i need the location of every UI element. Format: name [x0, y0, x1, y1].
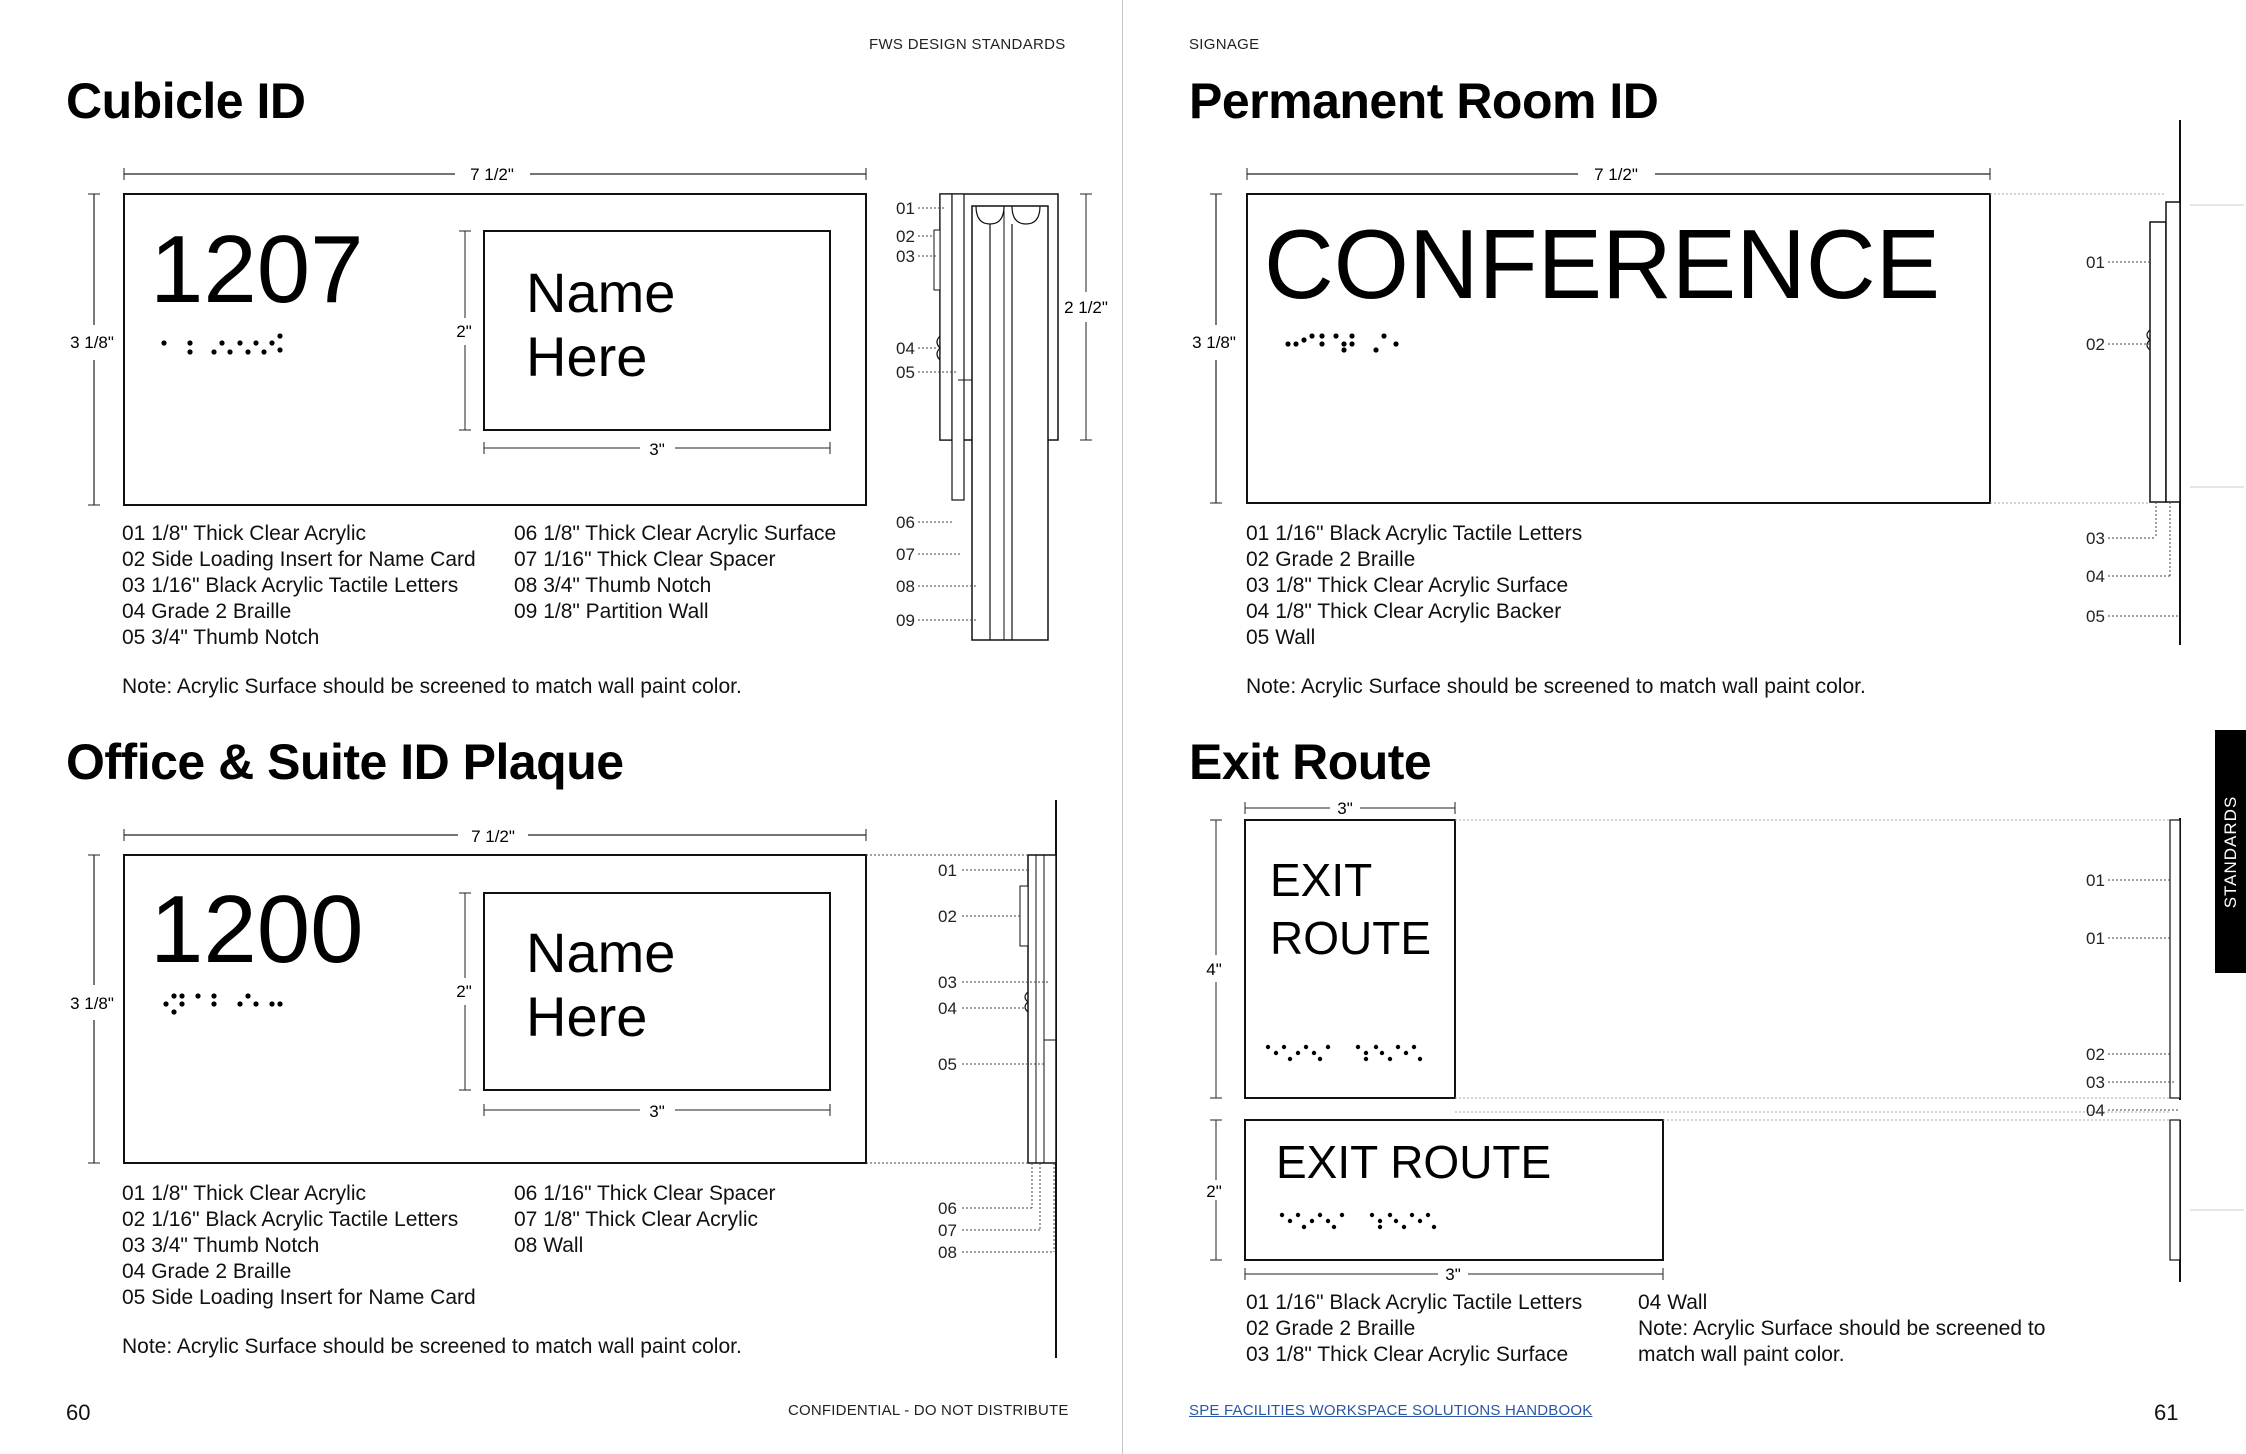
- permanent-legend: 01 1/16" Black Acrylic Tactile Letters 02 Grade 2 Braille 03 1/8" Thick Clear Acrylic Surface 04 1/8" Thick Clear Acrylic Backer 05 Wall: [1246, 522, 1583, 649]
- svg-text:3 1/8": 3 1/8": [70, 994, 114, 1013]
- svg-text:01: 01: [896, 199, 915, 218]
- svg-text:06: 06: [896, 513, 915, 532]
- page-number-right: 61: [2154, 1400, 2179, 1425]
- svg-text:05: 05: [938, 1055, 957, 1074]
- svg-text:07: 07: [896, 545, 915, 564]
- page-number-left: 60: [66, 1400, 91, 1425]
- svg-text:4": 4": [1206, 960, 1222, 979]
- cubicle-title: Cubicle ID: [66, 73, 306, 129]
- svg-text:03: 03: [896, 247, 915, 266]
- exit-drawing: [1124, 790, 2244, 1290]
- svg-text:04: 04: [938, 999, 957, 1018]
- office-legend-right: 06 1/16" Thick Clear Spacer 07 1/8" Thick Clear Acrylic 08 Wall: [514, 1182, 776, 1257]
- svg-text:01: 01: [938, 861, 957, 880]
- svg-text:02: 02: [2086, 335, 2105, 354]
- cubicle-name-line2: Here: [526, 325, 648, 388]
- svg-text:3": 3": [1337, 799, 1353, 818]
- svg-text:2 1/2": 2 1/2": [1064, 298, 1108, 317]
- svg-text:2": 2": [456, 982, 472, 1001]
- svg-text:05: 05: [2086, 607, 2105, 626]
- footer-confidential: CONFIDENTIAL - DO NOT DISTRIBUTE: [788, 1402, 1069, 1419]
- cubicle-room-number: 1207: [150, 216, 364, 323]
- svg-text:3": 3": [649, 440, 665, 459]
- svg-text:07: 07: [938, 1221, 957, 1240]
- svg-text:2": 2": [456, 322, 472, 341]
- permanent-callouts: [2086, 253, 2105, 626]
- exit-callouts: [2086, 871, 2105, 1120]
- svg-text:01: 01: [2086, 253, 2105, 272]
- svg-text:7 1/2": 7 1/2": [471, 827, 515, 846]
- svg-text:04: 04: [2086, 567, 2105, 586]
- svg-text:08: 08: [938, 1243, 957, 1262]
- header-left: FWS DESIGN STANDARDS: [869, 36, 1066, 53]
- cubicle-legend-right: 06 1/8" Thick Clear Acrylic Surface 07 1/16" Thick Clear Spacer 08 3/4" Thumb Notch 09 1/8" Partition Wall: [514, 522, 837, 623]
- cubicle-name-line1: Name: [526, 261, 676, 324]
- svg-text:01: 01: [2086, 929, 2105, 948]
- svg-text:03: 03: [2086, 529, 2105, 548]
- exit-sign1-line1: EXIT: [1270, 854, 1373, 906]
- exit-sign1-line2: ROUTE: [1270, 912, 1431, 964]
- page-divider: [1122, 0, 1123, 1454]
- svg-text:3": 3": [649, 1102, 665, 1121]
- cubicle-callouts: [896, 199, 915, 630]
- svg-text:2": 2": [1206, 1182, 1222, 1201]
- office-legend-left: 01 1/8" Thick Clear Acrylic 02 1/16" Black Acrylic Tactile Letters 03 3/4" Thumb Notch 04 Grade 2 Braille 05 Side Loading Insert for Name Card: [122, 1182, 476, 1309]
- permanent-title: Permanent Room ID: [1189, 73, 1659, 129]
- svg-text:02: 02: [938, 907, 957, 926]
- office-callouts: [938, 861, 957, 1262]
- svg-text:03: 03: [938, 973, 957, 992]
- exit-sign2-text: EXIT ROUTE: [1276, 1136, 1552, 1188]
- exit-legend-right: 04 Wall Note: Acrylic Surface should be screened to match wall paint color.: [1638, 1291, 2046, 1366]
- svg-text:04: 04: [896, 339, 915, 358]
- svg-text:01: 01: [2086, 871, 2105, 890]
- exit-legend-left: 01 1/16" Black Acrylic Tactile Letters 02 Grade 2 Braille 03 1/8" Thick Clear Acrylic Surface: [1246, 1291, 1583, 1366]
- cubicle-legend-left: 01 1/8" Thick Clear Acrylic 02 Side Loading Insert for Name Card 03 1/16" Black Acrylic Tactile Letters 04 Grade 2 Braille 05 3/4" Thumb Notch: [122, 522, 476, 649]
- standards-side-tab: STANDARDS: [2215, 730, 2246, 973]
- svg-text:3 1/8": 3 1/8": [1192, 333, 1236, 352]
- exit-title: Exit Route: [1189, 734, 1432, 790]
- office-name-line1: Name: [526, 921, 676, 984]
- office-name-line2: Here: [526, 985, 648, 1048]
- svg-text:03: 03: [2086, 1073, 2105, 1092]
- svg-text:3": 3": [1445, 1265, 1461, 1284]
- svg-text:08: 08: [896, 577, 915, 596]
- svg-text:06: 06: [938, 1199, 957, 1218]
- cubicle-note: Note: Acrylic Surface should be screened to match wall paint color.: [122, 675, 742, 698]
- svg-text:04: 04: [2086, 1101, 2105, 1120]
- header-right: SIGNAGE: [1189, 36, 1260, 53]
- office-note: Note: Acrylic Surface should be screened to match wall paint color.: [122, 1335, 742, 1358]
- svg-text:05: 05: [896, 363, 915, 382]
- svg-text:09: 09: [896, 611, 915, 630]
- cubicle-dim-width: 7 1/2": [470, 165, 514, 184]
- office-room-number: 1200: [150, 876, 364, 983]
- svg-text:02: 02: [2086, 1045, 2105, 1064]
- permanent-note: Note: Acrylic Surface should be screened to match wall paint color.: [1246, 675, 1866, 698]
- office-title: Office & Suite ID Plaque: [66, 734, 624, 790]
- footer-handbook-link[interactable]: SPE FACILITIES WORKSPACE SOLUTIONS HANDBOOK: [1189, 1402, 1593, 1419]
- svg-text:7 1/2": 7 1/2": [1594, 165, 1638, 184]
- svg-text:02: 02: [896, 227, 915, 246]
- cubicle-dim-height: 3 1/8": [70, 333, 114, 352]
- permanent-sign-text: CONFERENCE: [1264, 209, 1940, 319]
